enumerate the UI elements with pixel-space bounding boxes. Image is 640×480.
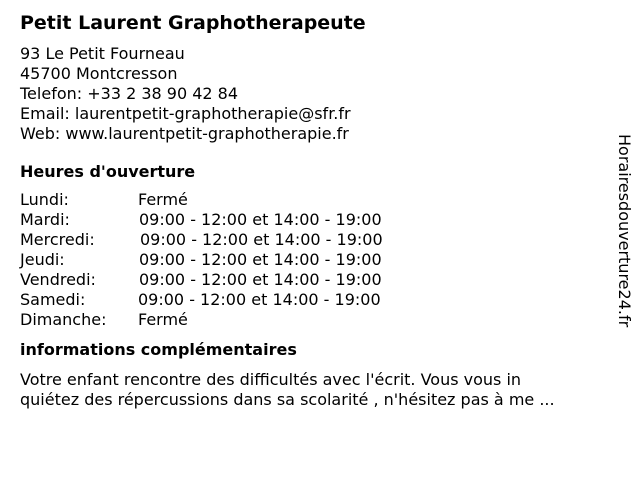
day-label: Mardi: <box>20 210 70 229</box>
day-label: Samedi: <box>20 290 86 309</box>
address-city: 45700 Montcresson <box>20 64 178 83</box>
hours-value: 09:00 - 12:00 et 14:00 - 19:00 <box>139 270 382 289</box>
contact-block <box>20 44 600 144</box>
site-watermark: Horairesdouverture24.fr <box>615 134 634 328</box>
phone-number: Telefon: +33 2 38 90 42 84 <box>20 84 239 103</box>
day-label: Dimanche: <box>20 310 107 329</box>
hours-row-vendredi <box>20 270 600 290</box>
hours-value: 09:00 - 12:00 et 14:00 - 19:00 <box>139 250 382 269</box>
hours-row-samedi <box>20 290 600 310</box>
day-label: Vendredi: <box>20 270 96 289</box>
hours-table <box>20 190 600 330</box>
website: Web: www.laurentpetit-graphotherapie.fr <box>20 124 349 143</box>
hours-value: 09:00 - 12:00 et 14:00 - 19:00 <box>138 290 381 309</box>
info-heading: informations complémentaires <box>20 340 297 359</box>
hours-row-dimanche <box>20 310 600 330</box>
hours-heading: Heures d'ouverture <box>20 162 196 181</box>
hours-value: 09:00 - 12:00 et 14:00 - 19:00 <box>139 210 382 229</box>
description-line: quiétez des répercussions dans sa scolarité , n'hésitez pas à me ... <box>20 390 555 409</box>
day-label: Lundi: <box>20 190 69 209</box>
business-name: Petit Laurent Graphotherapeute <box>20 12 366 34</box>
hours-value: 09:00 - 12:00 et 14:00 - 19:00 <box>140 230 383 249</box>
email-address: Email: laurentpetit-graphotherapie@sfr.fr <box>20 104 351 123</box>
hours-row-mardi <box>20 210 600 230</box>
description-text <box>20 370 600 410</box>
hours-row-jeudi <box>20 250 600 270</box>
day-label: Jeudi: <box>20 250 65 269</box>
hours-value: Fermé <box>138 190 188 209</box>
business-card <box>20 10 600 410</box>
address-street: 93 Le Petit Fourneau <box>20 44 185 63</box>
day-label: Mercredi: <box>20 230 95 249</box>
description-line: Votre enfant rencontre des difficultés avec l'écrit. Vous vous in <box>20 370 522 389</box>
hours-value: Fermé <box>138 310 188 329</box>
hours-row-mercredi <box>20 230 600 250</box>
hours-row-lundi <box>20 190 600 210</box>
